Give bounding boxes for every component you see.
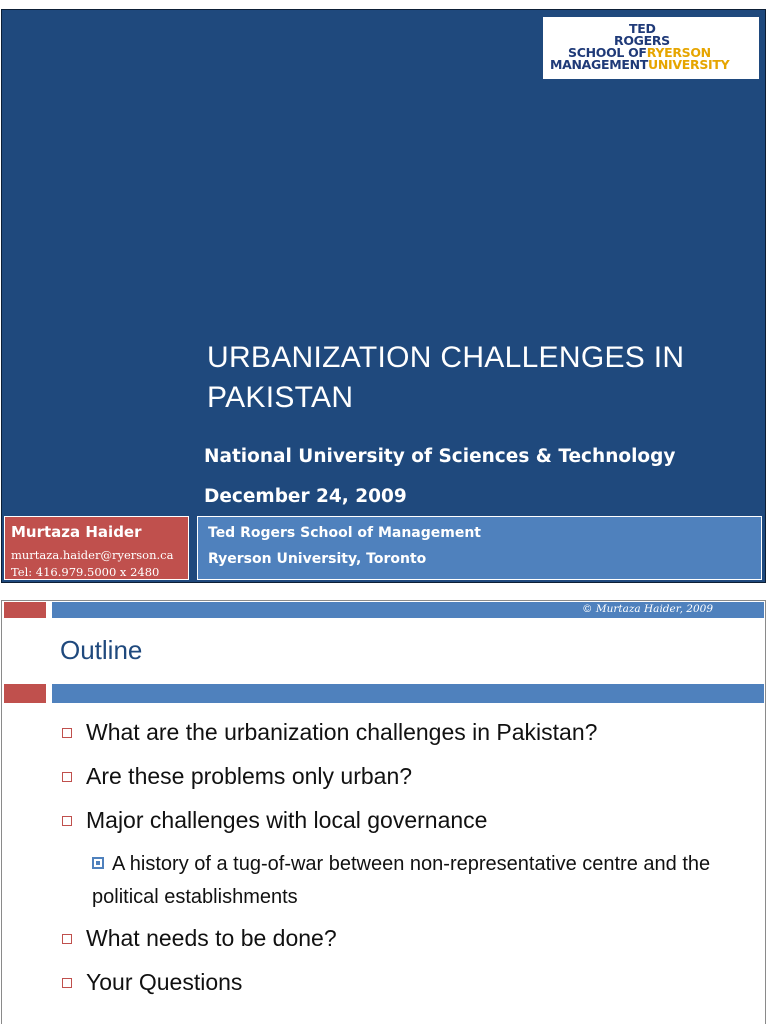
copyright-text: © Murtaza Haider, 2009	[582, 603, 713, 615]
school-box	[197, 516, 762, 580]
slide-subtitle: National University of Sciences & Technology	[204, 446, 676, 467]
hollow-square-icon	[62, 816, 72, 826]
title-slide	[1, 9, 766, 583]
author-email: murtaza.haider@ryerson.ca	[11, 548, 174, 562]
author-box	[4, 516, 189, 580]
bullet-item: Are these problems only urban?	[62, 763, 412, 790]
bullet-item: Major challenges with local governance	[62, 807, 487, 834]
author-tel: Tel: 416.979.5000 x 2480	[11, 565, 160, 579]
filled-square-icon	[92, 857, 104, 869]
school-name: Ted Rogers School of Management	[208, 525, 481, 541]
logo-line-2: ROGERS	[614, 33, 670, 48]
hollow-square-icon	[62, 772, 72, 782]
hollow-square-icon	[62, 934, 72, 944]
outline-slide	[1, 600, 766, 1024]
slide-title: URBANIZATION CHALLENGES IN PAKISTAN	[207, 341, 685, 414]
divider-bar-blue	[52, 684, 764, 703]
university-name: Ryerson University, Toronto	[208, 551, 427, 567]
logo-line-4: MANAGEMENTUNIVERSITY	[550, 57, 730, 72]
sub-bullet-item: A history of a tug-of-war between non-representative centre and the political establishments	[92, 853, 711, 908]
slide-date: December 24, 2009	[204, 486, 407, 507]
hollow-square-icon	[62, 728, 72, 738]
bullet-item: What needs to be done?	[62, 925, 337, 952]
logo-line-3: SCHOOL OFRYERSON	[568, 45, 711, 60]
author-name: Murtaza Haider	[11, 523, 142, 541]
hollow-square-icon	[62, 978, 72, 988]
outline-title: Outline	[60, 635, 143, 665]
bullet-item: What are the urbanization challenges in Pakistan?	[62, 719, 597, 746]
bullet-item: Your Questions	[62, 969, 242, 996]
logo-line-1: TED	[629, 21, 656, 36]
divider-bar-red	[4, 684, 46, 703]
header-bar-red	[4, 602, 46, 618]
school-logo	[543, 17, 759, 79]
